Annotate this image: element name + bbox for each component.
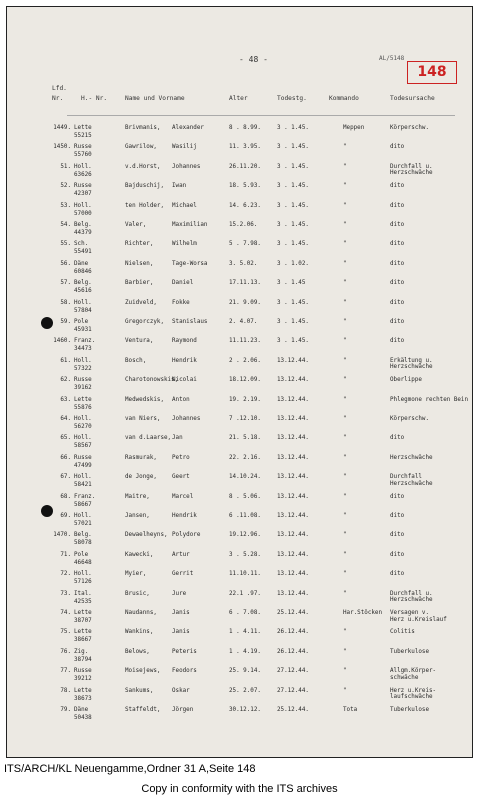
- row-cause-of-death: Versagen v. Herz u.Kreislauf: [390, 610, 447, 623]
- row-death-date: 3 . 1.45.: [277, 241, 309, 248]
- row-surname: Brusic,: [125, 590, 150, 597]
- row-nationality: Holl.: [74, 513, 92, 519]
- row-nationality: Franz.: [74, 338, 96, 345]
- row-first-name: Alexander: [172, 125, 204, 131]
- row-first-name: Stanislaus: [172, 319, 208, 325]
- row-birth-date: 1 . 4.19.: [229, 648, 261, 655]
- row-cause-of-death: Erkältung u. Herzschwäche: [390, 357, 433, 371]
- row-prisoner-number: 55491: [74, 249, 92, 256]
- row-number: 1450.: [53, 144, 71, 151]
- row-cause-of-death: dito: [390, 532, 405, 539]
- row-nationality: Holl.: [74, 571, 92, 578]
- row-birth-date: 6 . 7.08.: [229, 610, 261, 616]
- row-nationality: Lette: [74, 629, 92, 636]
- row-birth-date: 14.10.24.: [229, 474, 261, 481]
- row-prisoner-number: 50438: [74, 715, 92, 721]
- row-surname: Brivmanis,: [125, 125, 161, 131]
- row-prisoner-number: 60846: [74, 268, 92, 275]
- row-prisoner-number: 38673: [74, 695, 92, 702]
- row-first-name: Nicolai: [172, 377, 197, 384]
- row-first-name: Janis: [172, 629, 190, 636]
- row-first-name: Johannes: [172, 163, 201, 170]
- row-cause-of-death: dito: [390, 513, 405, 519]
- row-cause-of-death: Tuberkulose: [390, 648, 430, 655]
- row-birth-date: 11.10.11.: [229, 571, 261, 578]
- row-nationality: Pole: [74, 319, 89, 325]
- row-number: 61.: [60, 357, 71, 364]
- archive-note: Copy in conformity with the ITS archives: [141, 783, 338, 795]
- row-first-name: Gerrit: [172, 571, 194, 578]
- row-prisoner-number: 47499: [74, 462, 92, 469]
- row-nationality: Holl.: [74, 299, 92, 306]
- row-nationality: Holl.: [74, 474, 92, 481]
- row-birth-date: 8 . 5.06.: [229, 493, 261, 500]
- row-birth-date: 25. 2.07.: [229, 687, 261, 694]
- row-prisoner-number: 38794: [74, 656, 92, 663]
- row-birth-date: 18.12.09.: [229, 377, 261, 384]
- row-surname: Dewaelheyns,: [125, 532, 168, 539]
- row-birth-date: 1 . 4.11.: [229, 629, 261, 636]
- row-number: 53.: [60, 202, 71, 209]
- header-alter: Alter: [229, 95, 248, 102]
- row-death-date: 13.12.44.: [277, 435, 309, 442]
- row-surname: Moisejews,: [125, 668, 161, 675]
- row-birth-date: 21. 9.09.: [229, 299, 261, 306]
- row-kommando: ": [343, 144, 347, 151]
- row-number: 76.: [60, 648, 71, 655]
- row-prisoner-number: 58567: [74, 443, 92, 450]
- row-death-date: 3 . 1.45.: [277, 163, 309, 170]
- row-birth-date: 2 . 2.06.: [229, 357, 261, 364]
- row-death-date: 27.12.44.: [277, 668, 309, 675]
- row-prisoner-number: 63626: [74, 171, 92, 178]
- row-birth-date: 19. 2.19.: [229, 396, 261, 403]
- row-surname: Richter,: [125, 241, 154, 248]
- row-death-date: 3 . 1.45.: [277, 299, 309, 306]
- row-birth-date: 18. 5.93.: [229, 183, 261, 190]
- row-nationality: Russe: [74, 668, 92, 675]
- row-cause-of-death: dito: [390, 241, 405, 248]
- row-prisoner-number: 39212: [74, 676, 92, 683]
- row-first-name: Polydore: [172, 532, 201, 539]
- row-surname: Myier,: [125, 571, 147, 578]
- row-number: 75.: [60, 629, 71, 636]
- row-cause-of-death: dito: [390, 493, 405, 500]
- row-kommando: ": [343, 454, 347, 461]
- row-kommando: ": [343, 687, 347, 694]
- row-prisoner-number: 44379: [74, 230, 92, 236]
- row-prisoner-number: 57021: [74, 521, 92, 527]
- row-prisoner-number: 55760: [74, 152, 92, 159]
- row-nationality: Holl.: [74, 435, 92, 442]
- row-birth-date: 15.2.06.: [229, 222, 258, 228]
- row-kommando: ": [343, 513, 347, 519]
- row-surname: Maitre,: [125, 493, 150, 500]
- row-number: 1470.: [53, 532, 71, 539]
- row-kommando: Tota: [343, 707, 358, 713]
- row-nationality: Belg.: [74, 280, 92, 287]
- row-prisoner-number: 38707: [74, 618, 92, 624]
- row-kommando: ": [343, 629, 347, 636]
- row-nationality: Russe: [74, 377, 92, 384]
- header-todesursache: Todesursache: [390, 95, 435, 102]
- row-cause-of-death: Tuberkulose: [390, 707, 430, 713]
- row-surname: Belows,: [125, 648, 150, 655]
- row-birth-date: 11. 3.95.: [229, 144, 261, 151]
- row-first-name: Michael: [172, 202, 197, 209]
- row-death-date: 13.12.44.: [277, 357, 309, 364]
- row-prisoner-number: 45931: [74, 327, 92, 333]
- row-kommando: ": [343, 668, 347, 675]
- row-surname: Zuidveld,: [125, 299, 157, 306]
- row-first-name: Iwan: [172, 183, 187, 190]
- row-death-date: 3 . 1.45.: [277, 202, 309, 209]
- row-death-date: 13.12.44.: [277, 377, 309, 384]
- row-surname: Gregorczyk,: [125, 319, 165, 325]
- row-death-date: 13.12.44.: [277, 493, 309, 500]
- row-cause-of-death: Herzschwäche: [390, 454, 433, 461]
- row-number: 62.: [60, 377, 71, 384]
- row-number: 64.: [60, 416, 71, 422]
- row-kommando: ": [343, 474, 347, 481]
- row-kommando: ": [343, 416, 347, 422]
- row-death-date: 27.12.44.: [277, 687, 309, 694]
- row-number: 74.: [60, 610, 71, 616]
- row-birth-date: 25. 9.14.: [229, 668, 261, 675]
- row-birth-date: 22. 2.16.: [229, 454, 261, 461]
- row-first-name: Feodors: [172, 668, 197, 675]
- row-kommando: ": [343, 183, 347, 190]
- row-first-name: Wasilij: [172, 144, 197, 151]
- row-cause-of-death: Allgm.Körper- schwäche: [390, 668, 437, 681]
- row-kommando: ": [343, 202, 347, 209]
- row-nationality: Holl.: [74, 163, 92, 170]
- row-prisoner-number: 42307: [74, 191, 92, 198]
- row-birth-date: 2. 4.07.: [229, 319, 258, 325]
- row-death-date: 13.12.44.: [277, 474, 309, 481]
- row-nationality: Belg.: [74, 222, 92, 228]
- row-kommando: ": [343, 571, 347, 578]
- row-number: 79.: [60, 707, 71, 713]
- row-number: 54.: [60, 222, 71, 228]
- row-prisoner-number: 38667: [74, 637, 92, 644]
- row-surname: Medwedskis,: [125, 396, 165, 403]
- row-prisoner-number: 58421: [74, 482, 92, 489]
- row-first-name: Geert: [172, 474, 190, 481]
- header-kommando: Kommando: [329, 95, 359, 102]
- row-kommando: ": [343, 222, 347, 228]
- row-death-date: 3 . 1.45.: [277, 144, 309, 151]
- row-surname: Valer,: [125, 222, 147, 228]
- row-prisoner-number: 34473: [74, 346, 92, 353]
- row-first-name: Johannes: [172, 416, 201, 422]
- row-kommando: ": [343, 396, 347, 403]
- row-nationality: Russe: [74, 454, 92, 461]
- row-surname: Rasmurak,: [125, 454, 157, 461]
- row-nationality: Ital.: [74, 590, 92, 597]
- row-cause-of-death: dito: [390, 144, 405, 151]
- row-number: 56.: [60, 260, 71, 267]
- row-kommando: ": [343, 648, 347, 655]
- row-first-name: Daniel: [172, 280, 194, 287]
- row-death-date: 13.12.44.: [277, 551, 309, 558]
- row-death-date: 3 . 1.45.: [277, 222, 309, 228]
- row-kommando: ": [343, 357, 347, 364]
- row-surname: Bosch,: [125, 357, 147, 364]
- row-number: 71.: [60, 551, 71, 558]
- row-birth-date: 3. 5.02.: [229, 260, 258, 267]
- row-kommando: ": [343, 435, 347, 442]
- row-first-name: Jörgen: [172, 707, 194, 713]
- row-death-date: 13.12.44.: [277, 513, 309, 519]
- row-cause-of-death: dito: [390, 338, 405, 345]
- row-kommando: ": [343, 551, 347, 558]
- row-death-date: 3 . 1.02.: [277, 260, 309, 267]
- row-first-name: Fokke: [172, 299, 190, 306]
- row-birth-date: 22.1 .97.: [229, 590, 261, 597]
- row-nationality: Lette: [74, 125, 92, 131]
- row-kommando: ": [343, 163, 347, 170]
- row-cause-of-death: Oberlippe: [390, 377, 422, 384]
- row-number: 69.: [60, 513, 71, 519]
- row-kommando: ": [343, 532, 347, 539]
- row-surname: Naudanns,: [125, 610, 157, 616]
- row-cause-of-death: Durchfall u. Herzschwäche: [390, 590, 433, 604]
- row-death-date: 3 . 1.45: [277, 280, 306, 287]
- row-number: 68.: [60, 493, 71, 500]
- row-surname: van Niers,: [125, 416, 161, 422]
- row-kommando: Meppen: [343, 125, 365, 131]
- row-nationality: Russe: [74, 183, 92, 190]
- row-death-date: 26.12.44.: [277, 648, 309, 655]
- row-surname: Sankums,: [125, 687, 154, 694]
- row-prisoner-number: 46648: [74, 559, 92, 566]
- row-birth-date: 6 .11.08.: [229, 513, 261, 519]
- row-nationality: Holl.: [74, 202, 92, 209]
- row-death-date: 13.12.44.: [277, 590, 309, 597]
- row-cause-of-death: dito: [390, 571, 405, 578]
- row-cause-of-death: Körperschw.: [390, 416, 430, 422]
- row-death-date: 13.12.44.: [277, 454, 309, 461]
- row-prisoner-number: 57322: [74, 365, 92, 372]
- row-birth-date: 21. 5.18.: [229, 435, 261, 442]
- row-cause-of-death: dito: [390, 202, 405, 209]
- row-kommando: ": [343, 260, 347, 267]
- row-birth-date: 30.12.12.: [229, 707, 261, 713]
- row-number: 73.: [60, 590, 71, 597]
- row-cause-of-death: dito: [390, 435, 405, 442]
- row-first-name: Petro: [172, 454, 190, 461]
- row-number: 52.: [60, 183, 71, 190]
- row-surname: Charotonowskis,: [125, 377, 179, 384]
- row-death-date: 25.12.44.: [277, 707, 309, 713]
- row-surname: Bajduschij,: [125, 183, 165, 190]
- row-cause-of-death: dito: [390, 551, 405, 558]
- row-first-name: Janis: [172, 610, 190, 616]
- row-birth-date: 5 . 7.98.: [229, 241, 261, 248]
- header-todestag: Todestg.: [277, 95, 307, 102]
- row-surname: Gawrilow,: [125, 144, 157, 151]
- row-birth-date: 7 .12.10.: [229, 416, 261, 422]
- row-first-name: Anton: [172, 396, 190, 403]
- row-surname: de Jonge,: [125, 474, 157, 481]
- row-death-date: 3 . 1.45.: [277, 183, 309, 190]
- table-row: [7, 707, 473, 729]
- row-cause-of-death: Durchfall Herzschwäche: [390, 474, 433, 487]
- row-death-date: 13.12.44.: [277, 396, 309, 403]
- row-nationality: Däne: [74, 260, 89, 267]
- row-surname: v.d.Horst,: [125, 163, 161, 170]
- row-nationality: Lette: [74, 396, 92, 403]
- row-surname: Jansen,: [125, 513, 150, 519]
- row-nationality: Lette: [74, 610, 92, 616]
- row-cause-of-death: dito: [390, 299, 405, 306]
- row-kommando: ": [343, 338, 347, 345]
- row-number: 77.: [60, 668, 71, 675]
- row-first-name: Tage-Worsa: [172, 260, 208, 267]
- row-number: 63.: [60, 396, 71, 403]
- row-number: 1460.: [53, 338, 71, 345]
- row-cause-of-death: Herz u.Kreis- laufschwäche: [390, 687, 437, 701]
- row-number: 55.: [60, 241, 71, 248]
- row-first-name: Artur: [172, 551, 190, 558]
- row-number: 57.: [60, 280, 71, 287]
- row-surname: Wankins,: [125, 629, 154, 636]
- row-prisoner-number: 55876: [74, 404, 92, 411]
- row-first-name: Maximilian: [172, 222, 208, 228]
- row-nationality: Holl.: [74, 416, 92, 422]
- row-death-date: 3 . 1.45.: [277, 319, 309, 325]
- row-prisoner-number: 57000: [74, 210, 92, 217]
- header-hnr: H.- Nr.: [81, 95, 108, 102]
- row-death-date: 25.12.44.: [277, 610, 309, 616]
- row-number: 59.: [60, 319, 71, 325]
- row-death-date: 3 . 1.45.: [277, 125, 309, 131]
- header-name: Name und Vorname: [125, 95, 185, 102]
- row-kommando: ": [343, 493, 347, 500]
- row-prisoner-number: 58078: [74, 540, 92, 547]
- row-nationality: Russe: [74, 144, 92, 151]
- header-divider: [67, 115, 455, 116]
- row-kommando: ": [343, 319, 347, 325]
- row-surname: Kawecki,: [125, 551, 154, 558]
- row-birth-date: 17.11.13.: [229, 280, 261, 287]
- row-first-name: Oskar: [172, 687, 190, 694]
- row-cause-of-death: dito: [390, 260, 405, 267]
- row-nationality: Franz.: [74, 493, 96, 500]
- row-cause-of-death: dito: [390, 319, 405, 325]
- row-cause-of-death: Colitis: [390, 629, 415, 636]
- row-nationality: Sch.: [74, 241, 89, 248]
- row-nationality: Zig.: [74, 648, 89, 655]
- row-birth-date: 3 . 5.28.: [229, 551, 261, 558]
- row-number: 58.: [60, 299, 71, 306]
- row-death-date: 26.12.44.: [277, 629, 309, 636]
- row-number: 66.: [60, 454, 71, 461]
- row-kommando: ": [343, 299, 347, 306]
- row-death-date: 13.12.44.: [277, 532, 309, 539]
- row-number: 78.: [60, 687, 71, 694]
- row-surname: Barbier,: [125, 280, 154, 287]
- row-prisoner-number: 58667: [74, 501, 92, 508]
- row-first-name: Raymond: [172, 338, 197, 345]
- row-prisoner-number: 57804: [74, 307, 92, 314]
- document-sheet: [6, 6, 473, 758]
- row-cause-of-death: dito: [390, 222, 405, 228]
- row-nationality: Belg.: [74, 532, 92, 539]
- row-cause-of-death: Durchfall u. Herzschwäche: [390, 163, 433, 177]
- row-birth-date: 8 . 8.99.: [229, 125, 261, 131]
- row-cause-of-death: Phlegmone rechten Bein: [390, 396, 469, 403]
- row-kommando: ": [343, 590, 347, 597]
- reference-mark: AL/5148: [379, 55, 405, 62]
- row-death-date: 13.12.44.: [277, 571, 309, 578]
- row-first-name: Jan: [172, 435, 183, 442]
- row-prisoner-number: 57126: [74, 579, 92, 586]
- row-first-name: Jure: [172, 590, 187, 597]
- page-stamp: 148: [407, 61, 457, 84]
- row-kommando: Har.Stöcken: [343, 610, 383, 616]
- row-nationality: Däne: [74, 707, 89, 713]
- header-nr: Nr.: [52, 95, 64, 102]
- row-prisoner-number: 42535: [74, 598, 92, 605]
- row-number: 65.: [60, 435, 71, 442]
- row-nationality: Pole: [74, 551, 89, 558]
- row-first-name: Peteris: [172, 648, 197, 655]
- row-death-date: 3 . 1.45.: [277, 338, 309, 345]
- row-prisoner-number: 45616: [74, 288, 92, 295]
- row-kommando: ": [343, 280, 347, 287]
- row-nationality: Lette: [74, 687, 92, 694]
- row-cause-of-death: Körperschw.: [390, 125, 430, 131]
- row-surname: Nielsen,: [125, 260, 154, 267]
- page-number: - 48 -: [239, 55, 268, 64]
- header-lfd: Lfd.: [52, 85, 67, 92]
- row-birth-date: 11.11.23.: [229, 338, 261, 345]
- row-number: 72.: [60, 571, 71, 578]
- row-first-name: Hendrik: [172, 357, 197, 364]
- row-first-name: Wilhelm: [172, 241, 197, 248]
- row-cause-of-death: dito: [390, 183, 405, 190]
- row-birth-date: 19.12.96.: [229, 532, 261, 539]
- row-first-name: Marcel: [172, 493, 194, 500]
- row-cause-of-death: dito: [390, 280, 405, 287]
- row-prisoner-number: 39162: [74, 385, 92, 392]
- row-first-name: Hendrik: [172, 513, 197, 519]
- row-death-date: 13.12.44.: [277, 416, 309, 422]
- row-kommando: ": [343, 377, 347, 384]
- row-prisoner-number: 56270: [74, 424, 92, 430]
- row-surname: Ventura,: [125, 338, 154, 345]
- archive-source: ITS/ARCH/KL Neuengamme,Ordner 31 A,Seite 148: [4, 763, 256, 775]
- row-number: 67.: [60, 474, 71, 481]
- row-surname: ten Holder,: [125, 202, 165, 209]
- row-nationality: Holl.: [74, 357, 92, 364]
- row-number: 51.: [60, 163, 71, 170]
- row-birth-date: 26.11.20.: [229, 163, 261, 170]
- row-number: 1449.: [53, 125, 71, 131]
- row-prisoner-number: 55215: [74, 133, 92, 139]
- row-birth-date: 14. 6.23.: [229, 202, 261, 209]
- row-kommando: ": [343, 241, 347, 248]
- row-surname: van d.Laarse,: [125, 435, 172, 442]
- row-surname: Staffeldt,: [125, 707, 161, 713]
